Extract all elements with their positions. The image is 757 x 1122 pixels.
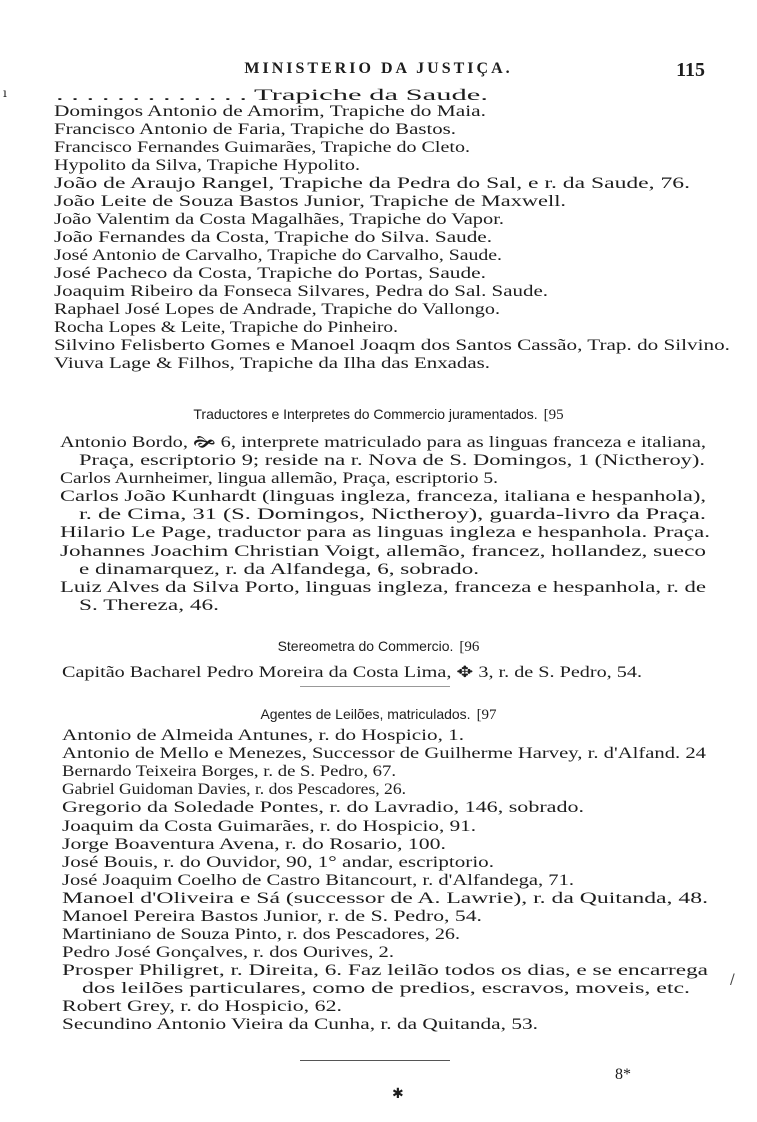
entry-line: Silvino Felisberto Gomes e Manoel Joaqm dos Santos Cassão, Trap. do Silvino. [54, 337, 730, 354]
section-heading-agentes [0, 704, 757, 725]
page-number: 115 [676, 59, 705, 81]
entry-line: Capitão Bacharel Pedro Moreira da Costa Lima, ✥ 3, r. de S. Pedro, 54. [62, 664, 643, 681]
section-heading-stereometra [0, 636, 757, 657]
entry-line: João Valentim da Costa Magalhães, Trapiche do Vapor. [54, 211, 505, 228]
entry-line: r. de Cima, 31 (S. Domingos, Nictheroy), guarda-livro da Praça. [79, 506, 706, 523]
entry-line: e dinamarquez, r. da Alfandega, 6, sobrado. [79, 561, 479, 578]
footer-mark: ✱ [392, 1086, 404, 1102]
section-heading-text: Stereometra do Commercio. [277, 638, 454, 654]
entry-line: Manoel d'Oliveira e Sá (successor de A. Lawrie), r. da Quitanda, 48. [62, 890, 709, 907]
entry-line: Carlos Aurnheimer, lingua allemão, Praça, escriptorio 5. [60, 470, 498, 487]
entry-line: Secundino Antonio Vieira da Cunha, r. da Quitanda, 53. [62, 1016, 539, 1033]
entry-line: Prosper Philigret, r. Direita, 6. Faz leilão todos os dias, e se encarrega [62, 962, 709, 979]
divider-rule [300, 686, 450, 687]
entry-line: Antonio de Mello e Menezes, Successor de Guilherme Harvey, r. d'Alfand. 24 [62, 745, 707, 762]
entry-line: Viuva Lage & Filhos, Trapiche da Ilha das Enxadas. [54, 355, 490, 372]
entry-line: José Joaquim Coelho de Castro Bitancourt, r. d'Alfandega, 71. [62, 872, 575, 889]
entry-line: Gabriel Guidoman Davies, r. dos Pescadores, 26. [62, 781, 407, 798]
entry-line: Antonio Bordo, 🙞 6, interprete matriculado para as linguas franceza e italiana, [60, 434, 707, 451]
entry-line: S. Thereza, 46. [79, 597, 220, 614]
entry-line: Jorge Boaventura Avena, r. do Rosario, 100. [62, 836, 447, 853]
entry-line: José Bouis, r. do Ouvidor, 90, 1° andar, escriptorio. [62, 854, 495, 871]
section-number: [95 [543, 407, 564, 423]
page-header [0, 58, 757, 84]
entry-line: Raphael José Lopes de Andrade, Trapiche do Vallongo. [54, 301, 500, 318]
signature-mark: 8* [615, 1066, 631, 1083]
entry-line: Hilario Le Page, traductor para as linguas ingleza e hespanhola. Praça. [60, 524, 710, 541]
entry-line: Francisco Antonio de Faria, Trapiche do Bastos. [54, 121, 457, 138]
entry-line: José Antonio de Carvalho, Trapiche do Carvalho, Saude. [54, 247, 503, 264]
entry-line: Bernardo Teixeira Borges, r. de S. Pedro, 67. [62, 763, 397, 780]
entry-line: Francisco Fernandes Guimarães, Trapiche do Cleto. [54, 139, 471, 156]
entry-line: Joaquim Ribeiro da Fonseca Silvares, Pedra do Sal. Saude. [54, 283, 548, 300]
entry-line: Robert Grey, r. do Hospicio, 62. [62, 998, 342, 1015]
section-number: [96 [459, 639, 480, 655]
entry-line: Manoel Pereira Bastos Junior, r. de S. Pedro, 54. [62, 908, 482, 925]
entry-line: Martiniano de Souza Pinto, r. dos Pescadores, 26. [62, 926, 460, 943]
entry-line: João de Araujo Rangel, Trapiche da Pedra do Sal, e r. da Saude, 76. [54, 175, 690, 192]
entry-line: Rocha Lopes & Leite, Trapiche do Pinheiro. [54, 319, 399, 336]
entry-line: João Leite de Souza Bastos Junior, Trapiche de Maxwell. [54, 193, 567, 210]
page-title: MINISTERIO DA JUSTIÇA. [244, 60, 513, 77]
divider-rule [300, 1060, 450, 1061]
section-heading-traductores [0, 404, 757, 425]
entry-line: Gregorio da Soledade Pontes, r. do Lavradio, 146, sobrado. [62, 799, 584, 816]
entry-line: João Fernandes da Costa, Trapiche do Silva. Saude. [54, 229, 493, 246]
entry-line: Carlos João Kunhardt (linguas ingleza, franceza, italiana e hespanhola), [60, 488, 706, 505]
entry-line: Domingos Antonio de Amorim, Trapiche do Maia. [54, 103, 487, 120]
section-heading-text: Traductores e Interpretes do Commercio juramentados. [193, 406, 538, 422]
entry-line: Hypolito da Silva, Trapiche Hypolito. [54, 157, 361, 174]
section-number: [97 [476, 707, 497, 723]
entry-line: Pedro José Gonçalves, r. dos Ourives, 2. [62, 944, 395, 961]
section-heading-text: Agentes de Leilões, matriculados. [260, 706, 471, 722]
entry-line: Praça, escriptorio 9; reside na r. Nova de S. Domingos, 1 (Nictheroy). [79, 452, 706, 469]
entry-line: Joaquim da Costa Guimarães, r. do Hospicio, 91. [62, 818, 477, 835]
entry-line: José Pacheco da Costa, Trapiche do Portas, Saude. [54, 265, 486, 282]
entry-line: Antonio de Almeida Antunes, r. do Hospicio, 1. [62, 727, 465, 744]
entry-line: Luiz Alves da Silva Porto, linguas ingleza, franceza e hespanhola, r. de [60, 579, 707, 596]
entry-line: dos leilões particulares, como de predios, escravos, moveis, etc. [82, 980, 691, 997]
entry-line: . . . . . . . . . . . . . Trapiche da Saude. [56, 87, 488, 104]
edge-mark: ı [3, 86, 7, 100]
entry-line: Johannes Joachim Christian Voigt, allemão, francez, hollandez, sueco [60, 543, 707, 560]
margin-mark: / [730, 972, 735, 988]
